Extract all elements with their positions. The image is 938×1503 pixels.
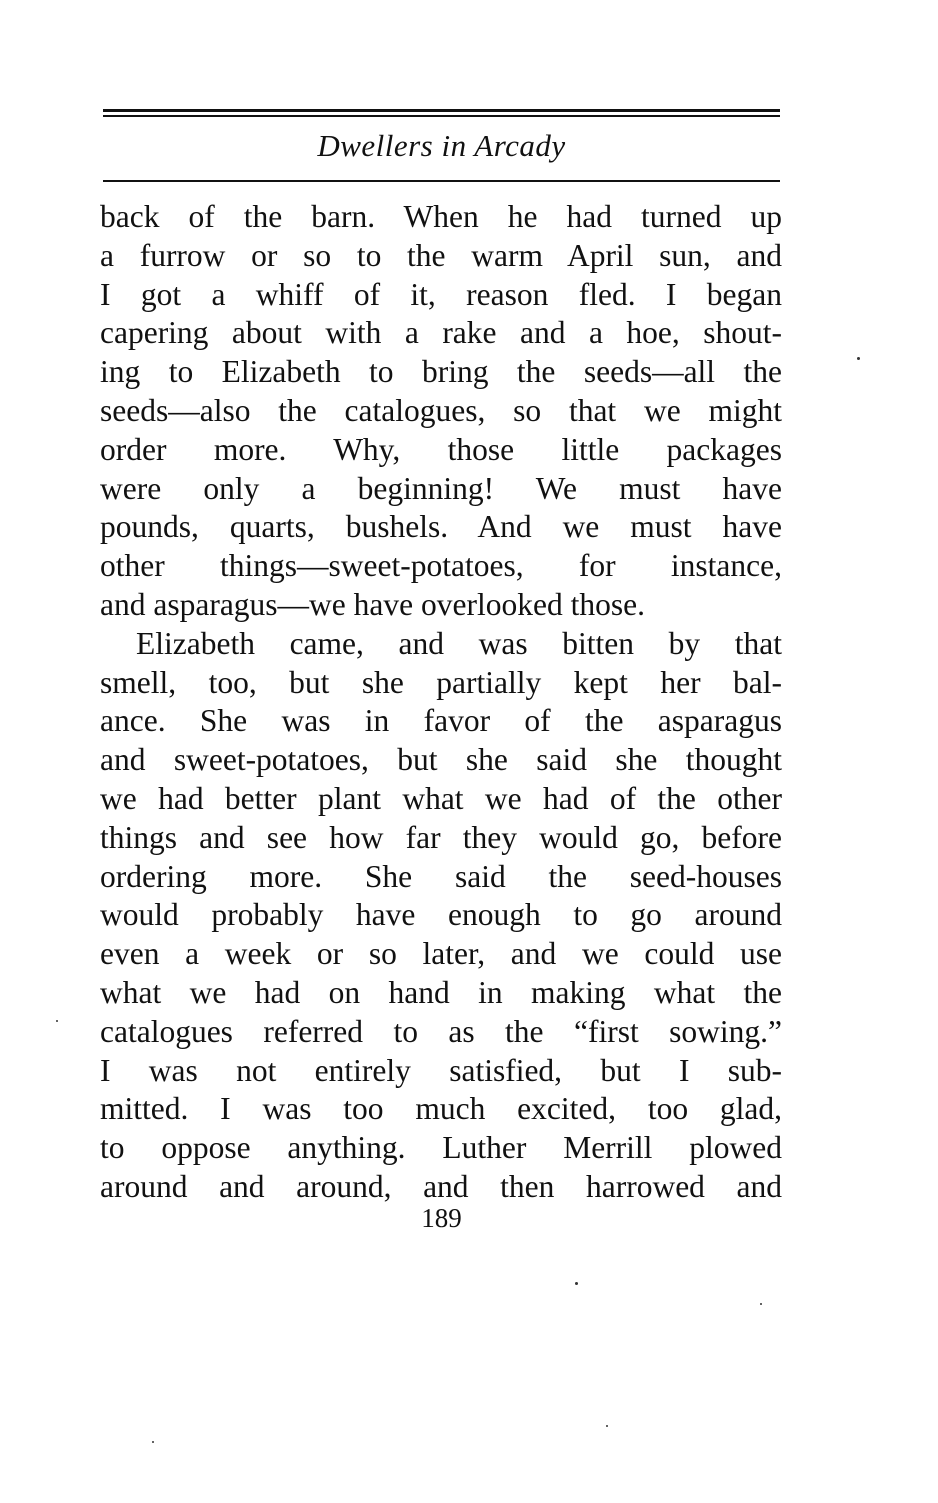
scan-speck (857, 357, 860, 360)
header-rule-thick (103, 109, 780, 112)
text-line: ordering more. She said the seed-houses (100, 858, 782, 894)
text-line: were only a beginning! We must have (100, 470, 782, 506)
page-number: 189 (421, 1203, 462, 1233)
scan-speck (56, 1020, 58, 1022)
text-line: Elizabeth came, and was bitten by that (136, 625, 782, 661)
text-line: ing to Elizabeth to bring the seeds—all the (100, 354, 782, 390)
header-rule-thin (103, 115, 780, 117)
text-line: smell, too, but she partially kept her bal- (100, 664, 782, 700)
text-line: around and around, and then harrowed and (100, 1168, 782, 1204)
text-line: even a week or so later, and we could use (100, 936, 782, 972)
text-line: would probably have enough to go around (100, 897, 782, 933)
body-text (100, 198, 782, 1207)
text-line: I got a whiff of it, reason fled. I began (100, 276, 782, 312)
text-line: pounds, quarts, bushels. And we must have (100, 509, 782, 545)
text-line: seeds—also the catalogues, so that we might (100, 392, 782, 428)
text-line: other things—sweet-potatoes, for instance, (100, 548, 782, 584)
running-title: Dwellers in Arcady (317, 128, 566, 163)
text-line: things and see how far they would go, before (100, 819, 782, 855)
text-line: to oppose anything. Luther Merrill plowed (100, 1130, 782, 1166)
text-line: and asparagus—we have overlooked those. (100, 586, 645, 622)
text-line: and sweet-potatoes, but she said she thought (100, 742, 782, 778)
text-line: what we had on hand in making what the (100, 974, 782, 1010)
scan-speck (760, 1303, 762, 1305)
scan-speck (575, 1282, 578, 1285)
text-line: mitted. I was too much excited, too glad, (100, 1091, 782, 1127)
text-line: ance. She was in favor of the asparagus (100, 703, 782, 739)
text-line: I was not entirely satisfied, but I sub- (100, 1052, 782, 1088)
header-rule-bottom (103, 180, 780, 182)
text-line: order more. Why, those little packages (100, 431, 782, 467)
text-line: catalogues referred to as the “first sowing.” (100, 1013, 782, 1049)
text-line: we had better plant what we had of the other (100, 780, 782, 816)
text-line: a furrow or so to the warm April sun, and (100, 237, 782, 273)
scan-speck (606, 1425, 608, 1427)
text-line: back of the barn. When he had turned up (100, 199, 782, 234)
scan-speck (152, 1441, 154, 1443)
text-line: capering about with a rake and a hoe, shout- (100, 315, 782, 351)
